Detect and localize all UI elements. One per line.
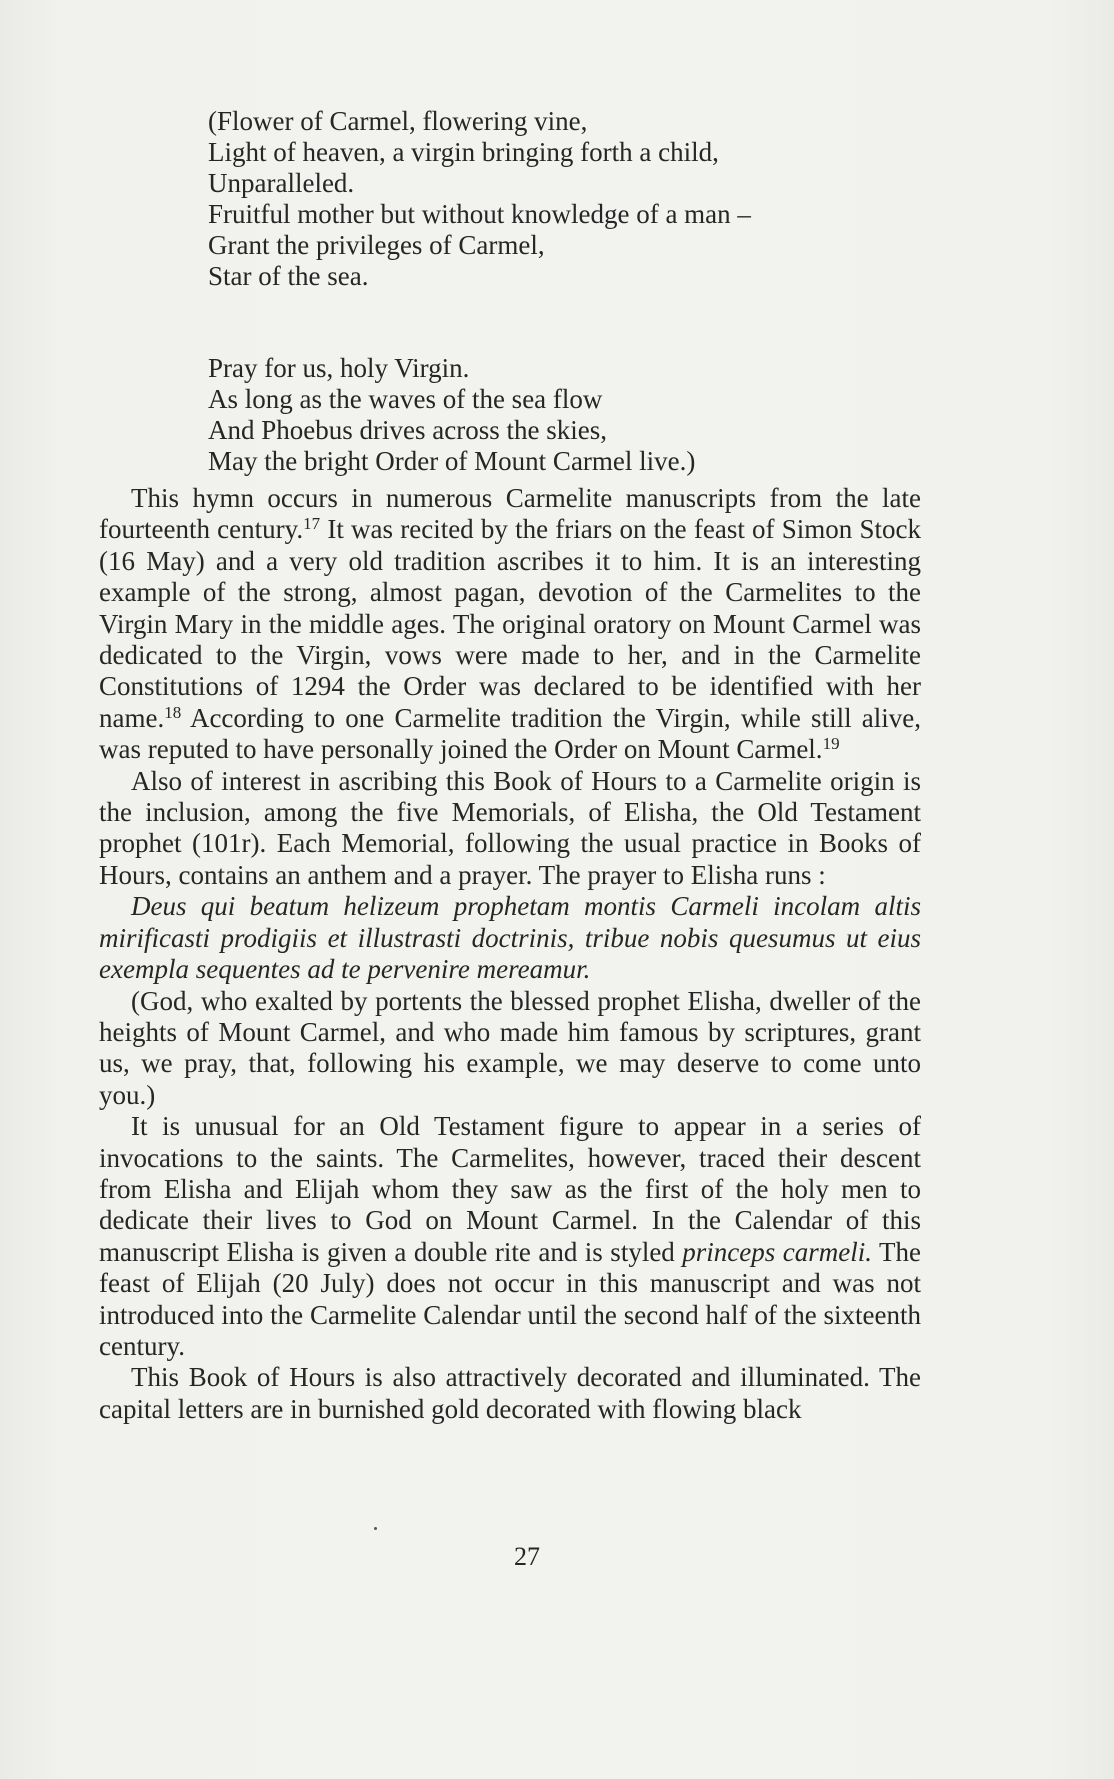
italic-title: princeps carmeli. (682, 1236, 872, 1267)
footnote-ref-18: 18 (164, 702, 182, 722)
hymn-stanza-1 (208, 106, 968, 292)
verse-line: As long as the waves of the sea flow (208, 384, 603, 414)
latin-prayer: Deus qui beatum helizeum prophetam montis Carmeli incolam altis mirificasti prodigiis et illustrasti doctrinis, tribue nobis quesumus ut eius exempla sequentes ad te pervenire mereamur. (99, 891, 921, 985)
verse-line: Grant the privileges of Carmel, (208, 230, 545, 260)
paper-speck (374, 1527, 377, 1530)
footnote-ref-17: 17 (303, 514, 321, 534)
paragraph-elisha-memorial: Also of interest in ascribing this Book of Hours to a Carmelite origin is the inclusion, among the five Memorials, of Elisha, the Old Testament prophet (101r). Each Memorial, following the usual practice in Books of Hours, contains an anthem and a prayer. The prayer to Elisha runs : (99, 765, 921, 890)
paragraph-hymn-origin: This hymn occurs in numerous Carmelite manuscripts from the late fourteenth century.$^{17}$ It was recited by the friars on the feast of Simon Stock (16 May) and a very old tradition ascribes it to him. It is an interesting example of the strong, almost pagan, devotion of the Carmelites to the Virgin Mary in the middle ages. The original oratory on Mount Carmel was dedicated to the Virgin, vows were made to her, and in the Carmelite Constitutions of 1294 the Order was declared to be identified with her name.$^{18}$ According to one Carmelite tradition the Virgin, while still alive, was reputed to have personally joined the Order on Mount Carmel.$^{19}$ (99, 483, 921, 765)
body-text (99, 483, 921, 1425)
hymn-stanza-2 (208, 353, 968, 477)
verse-line: And Phoebus drives across the skies, (208, 415, 607, 445)
verse-line: May the bright Order of Mount Carmel live.) (208, 446, 696, 476)
paragraph-old-testament: It is unusual for an Old Testament figure to appear in a series of invocations to the saints. The Carmelites, however, traced their descent from Elisha and Elijah whom they saw as the first of the holy men to dedicate their lives to God on Mount Carmel. In the Calendar of this manuscript Elisha is given a double rite and is styled princeps carmeli. The feast of Elijah (20 July) does not occur in this manuscript and was not introduced into the Carmelite Calendar until the second half of the sixteenth century. (99, 1111, 921, 1361)
page-number: 27 (514, 1542, 540, 1571)
verse-line: (Flower of Carmel, flowering vine, (208, 106, 588, 136)
verse-line: Unparalleled. (208, 168, 355, 198)
verse-line: Pray for us, holy Virgin. (208, 353, 470, 383)
paragraph-decoration: This Book of Hours is also attractively decorated and illuminated. The capital letters are in burnished gold decorated with flowing black (99, 1362, 921, 1424)
footnote-ref-19: 19 (822, 734, 840, 754)
verse-line: Light of heaven, a virgin bringing forth a child, (208, 137, 719, 167)
prayer-translation: (God, who exalted by portents the blessed prophet Elisha, dweller of the heights of Mount Carmel, and who made him famous by scriptures, grant us, we pray, that, following his example, we may deserve to come unto you.) (99, 985, 921, 1110)
verse-line: Star of the sea. (208, 261, 369, 291)
verse-line: Fruitful mother but without knowledge of a man – (208, 199, 751, 229)
